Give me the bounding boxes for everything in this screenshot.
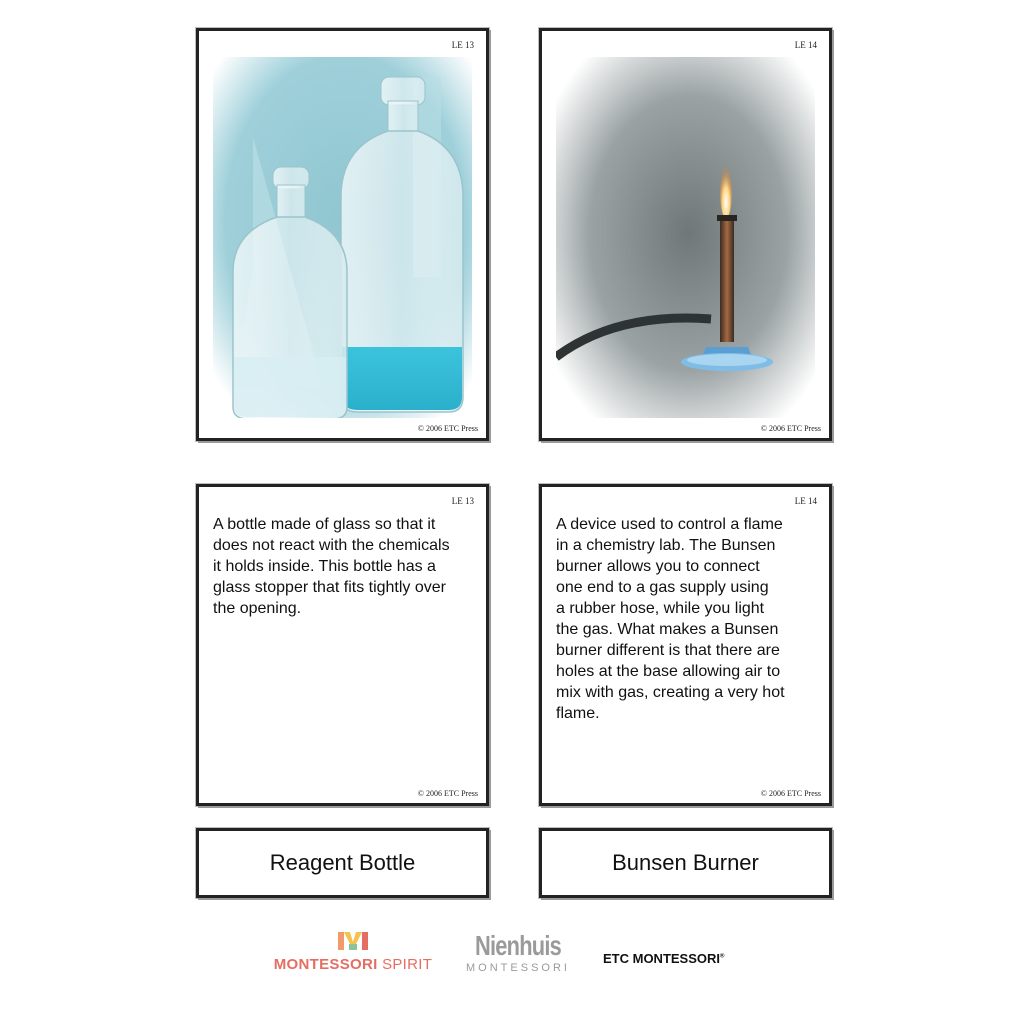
definition-text xyxy=(556,514,817,724)
definition-card-reagent-bottle xyxy=(196,484,489,806)
definition-line: the gas. What makes a Bunsen xyxy=(556,621,779,638)
definition-card-bunsen-burner xyxy=(539,484,832,806)
label-text: Bunsen Burner xyxy=(612,850,759,875)
card-code: LE 14 xyxy=(794,40,817,50)
card-code: LE 13 xyxy=(451,496,474,506)
picture-card-reagent-bottle xyxy=(196,28,489,441)
label-text: Reagent Bottle xyxy=(269,850,416,875)
definition-line: one end to a gas supply using xyxy=(556,579,769,596)
montessori-spirit-mark-icon xyxy=(337,930,369,952)
nienhuis-logo xyxy=(462,932,574,974)
picture-card-bunsen-burner xyxy=(539,28,832,441)
montessori-spirit-light: SPIRIT xyxy=(377,956,433,973)
reagent-bottles-photo xyxy=(213,57,472,418)
card-code: LE 14 xyxy=(794,496,817,506)
etc-montessori-text: ETC MONTESSORI xyxy=(603,951,721,966)
label-card-bunsen-burner xyxy=(539,828,832,898)
definition-line: in a chemistry lab. The Bunsen xyxy=(556,537,776,554)
definition-line: A device used to control a flame xyxy=(556,516,783,533)
definition-line: it holds inside. This bottle has a xyxy=(213,558,436,575)
copyright: © 2006 ETC Press xyxy=(417,789,478,798)
definition-line: a rubber hose, while you light xyxy=(556,600,765,617)
definition-line: does not react with the chemicals xyxy=(213,537,450,554)
montessori-spirit-logo xyxy=(263,930,443,973)
nienhuis-wordmark: Nienhuis xyxy=(475,930,561,961)
montessori-spirit-bold: MONTESSORI xyxy=(273,956,378,973)
definition-line: glass stopper that fits tightly over xyxy=(213,579,446,596)
etc-montessori-logo xyxy=(603,951,724,966)
definition-line: burner different is that there are xyxy=(556,642,780,659)
definition-line: mix with gas, creating a very hot xyxy=(556,684,785,701)
definition-line: holes at the base allowing air to xyxy=(556,663,781,680)
definition-line: flame. xyxy=(556,705,600,722)
card-code: LE 13 xyxy=(451,40,474,50)
copyright: © 2006 ETC Press xyxy=(417,424,478,433)
bunsen-burner-photo xyxy=(556,57,815,418)
definition-line: A bottle made of glass so that it xyxy=(213,516,436,533)
definition-line: burner allows you to connect xyxy=(556,558,760,575)
definition-text xyxy=(213,514,474,619)
nienhuis-subtitle: MONTESSORI xyxy=(466,962,570,974)
copyright: © 2006 ETC Press xyxy=(760,424,821,433)
registered-mark: ® xyxy=(720,953,725,960)
label-card-reagent-bottle xyxy=(196,828,489,898)
definition-line: the opening. xyxy=(213,600,302,617)
copyright: © 2006 ETC Press xyxy=(760,789,821,798)
